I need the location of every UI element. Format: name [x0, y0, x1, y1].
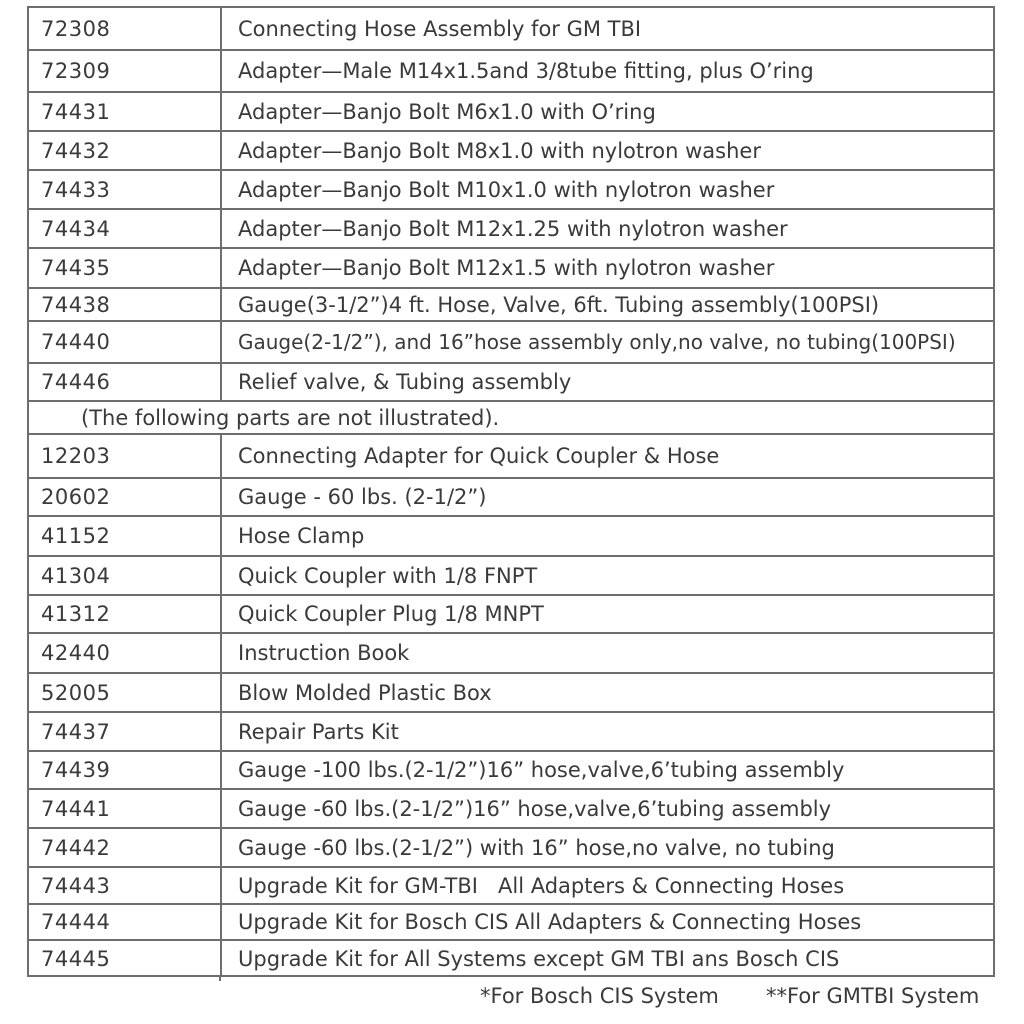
part-number: 74437	[29, 713, 222, 750]
part-description: Connecting Adapter for Quick Coupler & Hose	[238, 444, 720, 468]
part-number: 41312	[29, 596, 222, 632]
table-row	[29, 557, 993, 596]
part-description: Blow Molded Plastic Box	[238, 680, 492, 705]
table-row	[29, 8, 993, 51]
table-row	[29, 517, 993, 557]
part-number: 74442	[29, 829, 222, 866]
part-number: 74432	[29, 132, 222, 169]
part-description: Quick Coupler with 1/8 FNPT	[238, 563, 538, 588]
part-number: 74435	[29, 249, 222, 287]
part-description: Hose Clamp	[238, 524, 365, 548]
table-row	[29, 905, 993, 941]
table-row	[29, 51, 993, 93]
part-number: 41152	[29, 517, 222, 555]
table-row	[29, 941, 993, 977]
part-description: Gauge -60 lbs.(2-1/2”)16” hose,valve,6’tubing assembly	[238, 796, 832, 821]
part-description: Adapter—Banjo Bolt M6x1.0 with O’ring	[238, 99, 656, 124]
part-description: Adapter—Banjo Bolt M8x1.0 with nylotron washer	[238, 138, 761, 163]
part-number: 74434	[29, 210, 222, 247]
gmtbi-footnote: **For GMTBI System	[766, 984, 980, 1008]
part-description: Instruction Book	[238, 641, 410, 665]
part-description: Adapter—Banjo Bolt M12x1.25 with nylotron washer	[238, 216, 788, 241]
part-description: Adapter—Banjo Bolt M10x1.0 with nylotron washer	[238, 177, 775, 202]
part-description: Gauge(3-1/2”)4 ft. Hose, Valve, 6ft. Tubing assembly(100PSI)	[238, 292, 880, 317]
part-number: 74441	[29, 790, 222, 827]
table-row	[29, 674, 993, 713]
table-row	[29, 479, 993, 517]
not-illustrated-note: (The following parts are not illustrated).	[81, 405, 500, 430]
table-row	[29, 790, 993, 829]
table-row	[29, 322, 993, 364]
table-row	[29, 868, 993, 905]
part-number: 74445	[29, 941, 222, 977]
part-description: Gauge -100 lbs.(2-1/2”)16” hose,valve,6’tubing assembly	[238, 758, 845, 782]
table-row	[29, 364, 993, 402]
table-row	[29, 210, 993, 249]
part-description: Gauge - 60 lbs. (2-1/2”)	[238, 485, 487, 509]
table-row	[29, 634, 993, 674]
part-number: 52005	[29, 674, 222, 711]
part-number: 72309	[29, 51, 222, 91]
part-description: Upgrade Kit for All Systems except GM TBI ans Bosch CIS	[238, 947, 840, 971]
part-number: 12203	[29, 435, 222, 477]
part-description: Adapter—Banjo Bolt M12x1.5 with nylotron washer	[238, 256, 775, 280]
table-row	[29, 435, 993, 479]
table-row	[29, 132, 993, 171]
part-number: 74431	[29, 93, 222, 130]
bosch-footnote: *For Bosch CIS System	[480, 984, 719, 1008]
part-number: 74443	[29, 868, 222, 903]
part-number: 74438	[29, 289, 222, 320]
table-row	[29, 93, 993, 132]
part-number: 74446	[29, 364, 222, 400]
part-number: 72308	[29, 8, 222, 49]
part-description: Gauge(2-1/2”), and 16”hose assembly only,no valve, no tubing(100PSI)	[238, 330, 956, 354]
table-row	[29, 289, 993, 322]
divider-tick	[219, 977, 221, 981]
part-number: 74440	[29, 322, 222, 362]
part-number: 41304	[29, 557, 222, 594]
table-row	[29, 713, 993, 752]
table-row	[29, 171, 993, 210]
part-description: Connecting Hose Assembly for GM TBI	[238, 16, 642, 41]
part-number: 74433	[29, 171, 222, 208]
table-row	[29, 249, 993, 289]
table-row	[29, 596, 993, 634]
part-number: 74444	[29, 905, 222, 939]
part-description: Upgrade Kit for GM-TBI All Adapters & Connecting Hoses	[238, 873, 845, 898]
table-row	[29, 829, 993, 868]
part-description: Repair Parts Kit	[238, 719, 399, 744]
part-description: Adapter—Male M14x1.5and 3/8tube fitting, plus O’ring	[238, 59, 814, 83]
part-description: Upgrade Kit for Bosch CIS All Adapters & Connecting Hoses	[238, 910, 862, 934]
parts-table	[27, 6, 995, 977]
part-description: Relief valve, & Tubing assembly	[238, 370, 572, 394]
note-row	[29, 402, 993, 435]
part-number: 20602	[29, 479, 222, 515]
part-description: Quick Coupler Plug 1/8 MNPT	[238, 602, 544, 626]
table-row	[29, 752, 993, 790]
part-description: Gauge -60 lbs.(2-1/2”) with 16” hose,no valve, no tubing	[238, 835, 835, 860]
part-number: 42440	[29, 634, 222, 672]
part-number: 74439	[29, 752, 222, 788]
